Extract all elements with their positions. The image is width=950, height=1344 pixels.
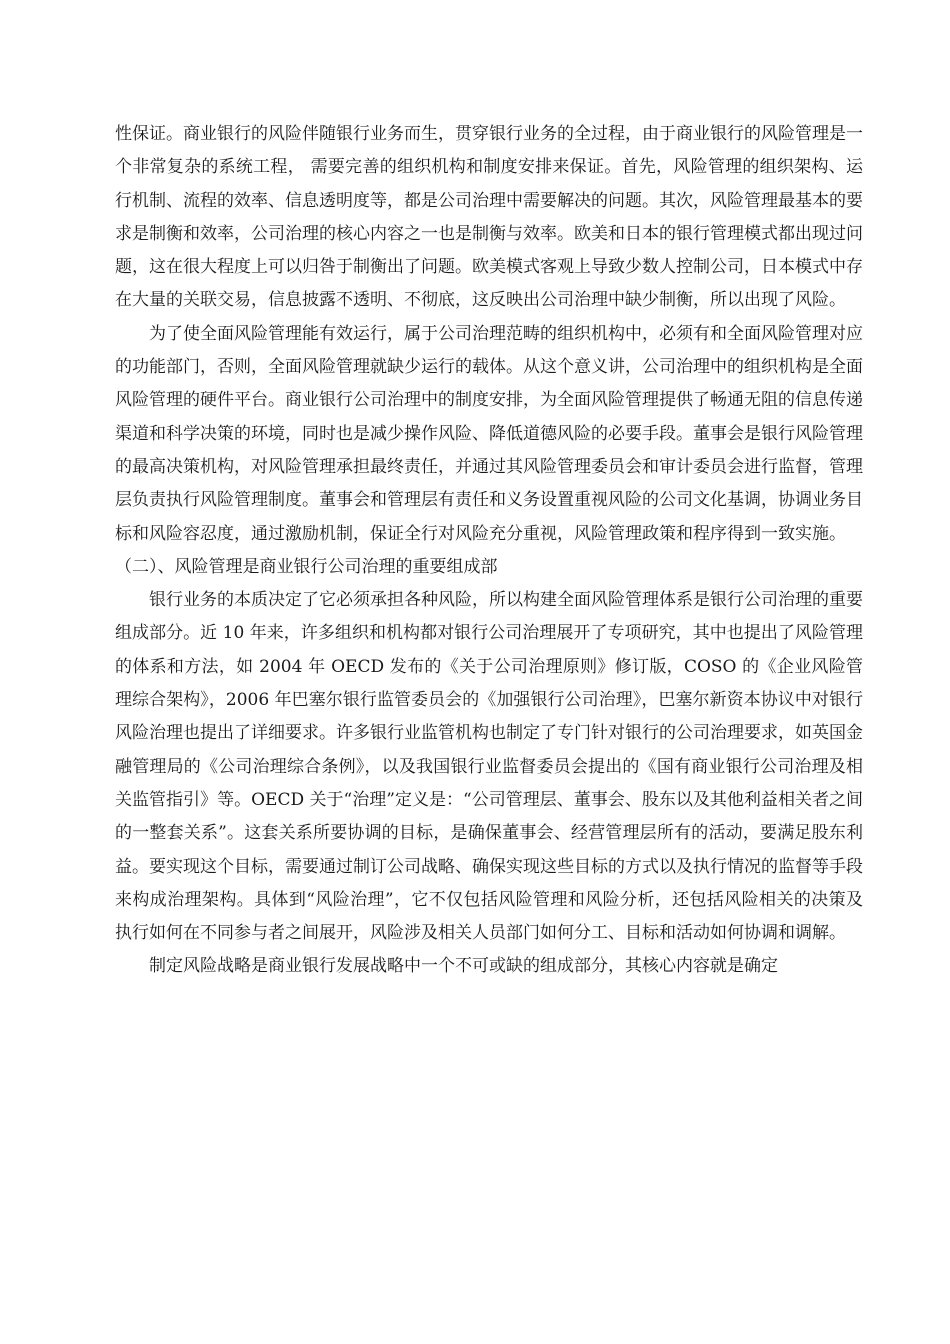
paragraph-governance: 银行业务的本质决定了它必须承担各种风险，所以构建全面风险管理体系是银行公司治理的重要组成部分。近 10 年来，许多组织和机构都对银行公司治理展开了专项研究，其中也提出了风险管理的体系和方法，如 2004 年 OECD 发布的《关于公司治理原则》修订版，COSO 的《企业风险管理综合架构》，2006 年巴塞尔银行监管委员会的《加强银行公司治理》，巴塞尔新资本协议中对银行风险治理也提出了详细要求。许多银行业监管机构也制定了专门针对银行的公司治理要求，如英国金融管理局的《公司治理综合条例》，以及我国银行业监督委员会提出的《国有商业银行公司治理及相关监管指引》等。OECD 关于“治理”定义是：“公司管理层、董事会、股东以及其他利益相关者之间的一整套关系”。这套关系所要协调的目标，是确保董事会、经营管理层所有的活动，要满足股东利益。要实现这个目标，需要通过制订公司战略、确保实现这些目标的方式以及执行情况的监督等手段来构成治理架构。具体到“风险治理”，它不仅包括风险管理和风险分析，还包括风险相关的决策及执行如何在不同参与者之间展开，风险涉及相关人员部门如何分工、目标和活动如何协调和调解。 <box>115 590 863 944</box>
paragraph-strategy: 制定风险战略是商业银行发展战略中一个不可或缺的组成部分，其核心内容就是确定 <box>149 956 778 977</box>
document-page <box>115 118 863 984</box>
section-heading: （二）、风险管理是商业银行公司治理的重要组成部 <box>115 556 498 577</box>
paragraph-organization: 为了使全面风险管理能有效运行，属于公司治理范畴的组织机构中，必须有和全面风险管理对应的功能部门，否则，全面风险管理就缺少运行的载体。从这个意义讲，公司治理中的组织机构是全面风险管理的硬件平台。商业银行公司治理中的制度安排，为全面风险管理提供了畅通无阻的信息传递渠道和科学决策的环境，同时也是减少操作风险、降低道德风险的必要手段。董事会是银行风险管理的最高决策机构，对风险管理承担最终责任，并通过其风险管理委员会和审计委员会进行监督，管理层负责执行风险管理制度。董事会和管理层有责任和义务设置重视风险的公司文化基调，协调业务目标和风险容忍度，通过激励机制，保证全行对风险充分重视，风险管理政策和程序得到一致实施。 <box>115 323 863 544</box>
paragraph-continuation: 性保证。商业银行的风险伴随银行业务而生，贯穿银行业务的全过程，由于商业银行的风险管理是一个非常复杂的系统工程， 需要完善的组织机构和制度安排来保证。首先，风险管理的组织架构、运行机制、流程的效率、信息透明度等，都是公司治理中需要解决的问题。其次，风险管理最基本的要求是制衡和效率，公司治理的核心内容之一也是制衡与效率。欧美和日本的银行管理模式都出现过问题，这在很大程度上可以归咎于制衡出了问题。欧美模式客观上导致少数人控制公司，日本模式中存在大量的关联交易，信息披露不透明、不彻底，这反映出公司治理中缺少制衡，所以出现了风险。 <box>115 124 863 311</box>
